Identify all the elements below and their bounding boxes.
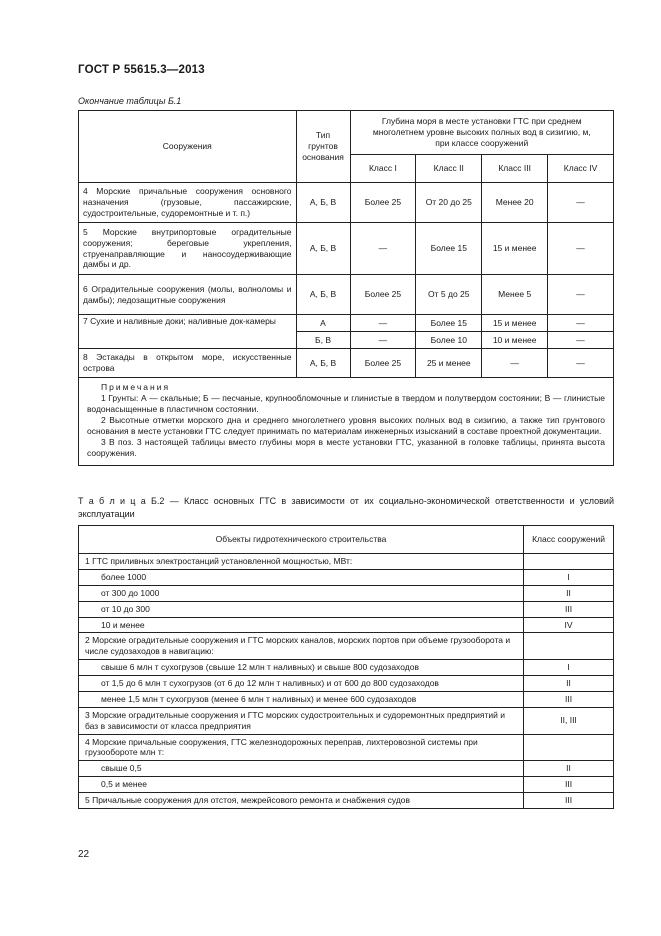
table-row: [79, 660, 614, 676]
table-row: [79, 761, 614, 777]
row-class-1: Более 25: [350, 183, 416, 223]
header-class: Класс сооружений: [524, 526, 614, 554]
table-row: [79, 275, 614, 315]
row-class-1: —: [350, 223, 416, 275]
table-row: [79, 793, 614, 809]
note-3: 3 В поз. 3 настоящей таблицы вместо глубины моря в месте установки ГТС, указанной в головке таблицы, принята высота сооружения.: [87, 437, 605, 459]
row-class: II: [524, 676, 614, 692]
table-row: [79, 777, 614, 793]
row-soil: А: [296, 315, 350, 332]
row-name: 5 Морские внутрипортовые оградительные сооружения; береговые укрепления, струенаправляющие и наносоудерживающие дамбы и др.: [79, 223, 297, 275]
row-class-2: От 5 до 25: [416, 275, 482, 315]
row-class: [524, 554, 614, 570]
table-row: [79, 315, 614, 332]
header-class-4: Класс IV: [548, 155, 614, 183]
row-name: 7 Сухие и наливные доки; наливные док-камеры: [79, 315, 297, 349]
row-class-4: —: [548, 183, 614, 223]
row-object: 3 Морские оградительные сооружения и ГТС морских судостроительных и судоремонтных предприятий и баз в зависимости от класса предприятия: [79, 707, 524, 734]
table-b2-caption: Т а б л и ц а Б.2 — Класс основных ГТС в зависимости от их социально-экономической ответственности и условий эксплуатации: [78, 496, 614, 520]
table-row: [79, 569, 614, 585]
row-class-2: 25 и менее: [416, 349, 482, 378]
row-class-2: Более 15: [416, 315, 482, 332]
row-class-4: —: [548, 223, 614, 275]
row-class-3: Менее 20: [482, 183, 548, 223]
row-class-2: От 20 до 25: [416, 183, 482, 223]
row-class: I: [524, 569, 614, 585]
row-soil: А, Б, В: [296, 223, 350, 275]
table-row: [79, 617, 614, 633]
row-class: IV: [524, 617, 614, 633]
header-structures: Сооружения: [79, 111, 297, 183]
table-row: [79, 349, 614, 378]
header-class-2: Класс II: [416, 155, 482, 183]
row-class: II: [524, 761, 614, 777]
row-name: 6 Оградительные сооружения (молы, волноломы и дамбы); ледозащитные сооружения: [79, 275, 297, 315]
row-class: II, III: [524, 707, 614, 734]
page-number: 22: [78, 849, 90, 860]
row-class-1: —: [350, 315, 416, 332]
row-class-4: —: [548, 332, 614, 349]
header-class-1: Класс I: [350, 155, 416, 183]
table-row: [79, 585, 614, 601]
row-object: свыше 0,5: [79, 761, 524, 777]
table-row: [79, 676, 614, 692]
row-soil: А, Б, В: [296, 349, 350, 378]
table-row: [79, 691, 614, 707]
header-class-3: Класс III: [482, 155, 548, 183]
table-b1: [78, 110, 614, 466]
header-soil-type: Тип грунтов основания: [296, 111, 350, 183]
row-class-2: Более 10: [416, 332, 482, 349]
table-row: [79, 707, 614, 734]
row-object: 10 и менее: [79, 617, 524, 633]
row-object: от 1,5 до 6 млн т сухогрузов (от 6 до 12 млн т наливных) и от 600 до 800 судозаходов: [79, 676, 524, 692]
note-2: 2 Высотные отметки морского дна и среднего многолетнего уровня высоких полных вод в сизигию, а также тип грунтового основания в месте установки ГТС следует принимать по материалам инженерных изысканий в составе проектной документации.: [87, 415, 605, 437]
row-object: от 300 до 1000: [79, 585, 524, 601]
table-b2: [78, 525, 614, 809]
row-object: 2 Морские оградительные сооружения и ГТС морских каналов, морских портов при объеме грузооборота и числе судозаходов в навигацию:: [79, 633, 524, 660]
row-soil: А, Б, В: [296, 275, 350, 315]
row-class: III: [524, 691, 614, 707]
table-row: [79, 734, 614, 761]
row-class-1: —: [350, 332, 416, 349]
row-soil: Б, В: [296, 332, 350, 349]
notes-heading: Примечания: [101, 382, 171, 392]
table-row: [79, 554, 614, 570]
table-b1-caption: Окончание таблицы Б.1: [78, 96, 182, 106]
row-class-3: Менее 5: [482, 275, 548, 315]
row-class: [524, 633, 614, 660]
header-objects: Объекты гидротехнического строительства: [79, 526, 524, 554]
row-class: I: [524, 660, 614, 676]
table-b1-notes: [79, 378, 614, 466]
row-class-2: Более 15: [416, 223, 482, 275]
row-class-1: Более 25: [350, 349, 416, 378]
row-class-3: 15 и менее: [482, 223, 548, 275]
row-object: свыше 6 млн т сухогрузов (свыше 12 млн т наливных) и свыше 800 судозаходов: [79, 660, 524, 676]
row-object: от 10 до 300: [79, 601, 524, 617]
row-object: 5 Причальные сооружения для отстоя, межрейсового ремонта и снабжения судов: [79, 793, 524, 809]
row-name: 4 Морские причальные сооружения основного назначения (грузовые, пассажирские, судостроительные, судоремонтные и т. п.): [79, 183, 297, 223]
table-row: [79, 183, 614, 223]
row-class-4: —: [548, 315, 614, 332]
row-class-1: Более 25: [350, 275, 416, 315]
row-class: III: [524, 793, 614, 809]
row-object: 0,5 и менее: [79, 777, 524, 793]
row-class-4: —: [548, 349, 614, 378]
table-row: [79, 223, 614, 275]
row-soil: А, Б, В: [296, 183, 350, 223]
row-class-3: —: [482, 349, 548, 378]
document-title: ГОСТ Р 55615.3—2013: [78, 64, 205, 76]
note-1: 1 Грунты: А — скальные; Б — песчаные, крупнообломочные и глинистые в твердом и полутвердом состоянии; В — глинистые водонасыщенные в пластичном состоянии.: [87, 393, 605, 415]
row-class: II: [524, 585, 614, 601]
header-depth: Глубина моря в месте установки ГТС при среднем многолетнем уровне высоких полных вод в сизигию, м, при классе сооружений: [350, 111, 614, 155]
row-class: III: [524, 777, 614, 793]
row-class-3: 10 и менее: [482, 332, 548, 349]
row-name: 8 Эстакады в открытом море, искусственные острова: [79, 349, 297, 378]
row-object: менее 1,5 млн т сухогрузов (менее 6 млн т наливных) и менее 600 судозаходов: [79, 691, 524, 707]
row-object: более 1000: [79, 569, 524, 585]
table-row: [79, 601, 614, 617]
row-class: III: [524, 601, 614, 617]
row-object: 1 ГТС приливных электростанций установленной мощностью, МВт:: [79, 554, 524, 570]
table-row: [79, 633, 614, 660]
row-object: 4 Морские причальные сооружения, ГТС железнодорожных переправ, лихтеровозной системы при грузообороте млн т:: [79, 734, 524, 761]
row-class-3: 15 и менее: [482, 315, 548, 332]
row-class-4: —: [548, 275, 614, 315]
row-class: [524, 734, 614, 761]
